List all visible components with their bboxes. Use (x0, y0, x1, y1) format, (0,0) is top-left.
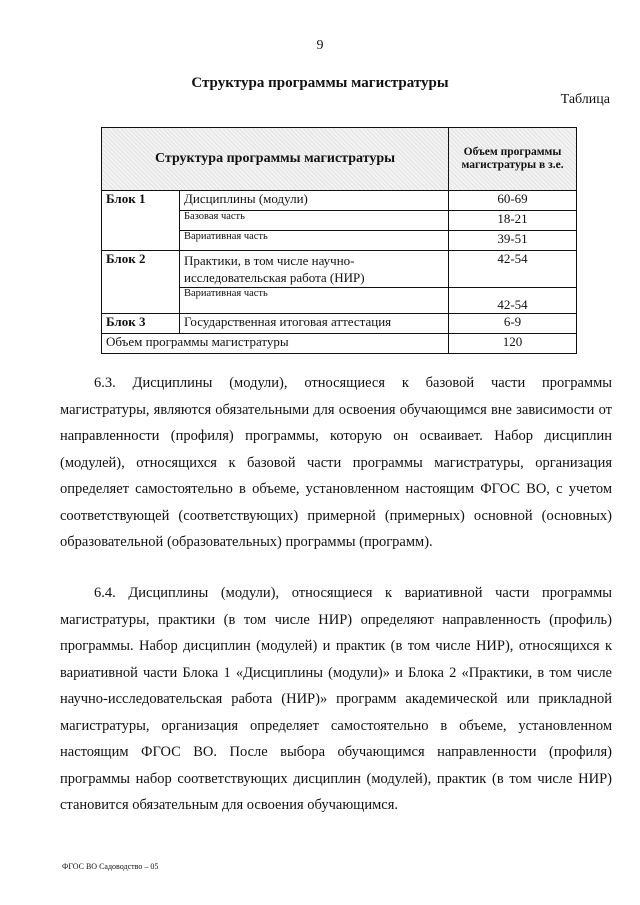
total-label: Объем программы магистратуры (102, 334, 449, 354)
row-volume: 42-54 (449, 288, 577, 314)
row-volume: 6-9 (449, 314, 577, 334)
header-structure: Структура программы магистратуры (102, 128, 449, 191)
total-value: 120 (449, 334, 577, 354)
row-name: Вариативная часть (180, 288, 449, 314)
block-label: Блок 1 (102, 191, 180, 251)
block-label: Блок 2 (102, 251, 180, 314)
block-label: Блок 3 (102, 314, 180, 334)
table-header-row (102, 128, 577, 191)
table-row (102, 191, 577, 211)
page-title: Структура программы магистратуры (191, 75, 449, 91)
header-volume: Объем программы магистратуры в з.е. (449, 128, 577, 191)
footer-note: ФГОС ВО Садоводство – 05 (62, 862, 159, 871)
table-row (102, 251, 577, 288)
table-row (102, 314, 577, 334)
row-volume: 42-54 (449, 251, 577, 288)
row-name: Дисциплины (модули) (180, 191, 449, 211)
row-volume: 39-51 (449, 231, 577, 251)
row-name: Практики, в том числе научно-исследовательская работа (НИР) (180, 251, 449, 288)
row-volume: 18-21 (449, 211, 577, 231)
row-name: Базовая часть (180, 211, 449, 231)
table-label: Таблица (560, 92, 610, 107)
paragraph-6-4: 6.4. Дисциплины (модули), относящиеся к вариативной части программы магистратуры, практики (в том числе НИР) определяют направленность (профиль) программы. Набор дисциплин (модулей) и практик (в том числе НИР), относящихся к вариативной части Блока 1 «Дисциплины (модули)» и Блока 2 «Практики, в том числе научно-исследовательская работа (НИР)» программ академической или прикладной магистратуры, организация определяет самостоятельно в объеме, установленном настоящим ФГОС ВО. После выбора обучающимся направленности (профиля) программы набор соответствующих дисциплин (модулей), практик (в том числе НИР) становится обязательным для освоения обучающимся. (60, 585, 612, 813)
row-volume: 60-69 (449, 191, 577, 211)
program-structure-table (101, 127, 577, 354)
row-name: Государственная итоговая аттестация (180, 314, 449, 334)
page-number: 9 (316, 38, 324, 53)
paragraph-6-3: 6.3. Дисциплины (модули), относящиеся к базовой части программы магистратуры, являются обязательными для освоения обучающимся вне зависимости от направленности (профиля) программы, которую он осваивает. Набор дисциплин (модулей), относящихся к базовой части программы магистратуры, организация определяет самостоятельно в объеме, установленном настоящим ФГОС ВО, с учетом соответствующей (соответствующих) примерной (примерных) основной (основных) образовательной (образовательных) программы (программ). (60, 375, 612, 550)
table-total-row (102, 334, 577, 354)
row-name: Вариативная часть (180, 231, 449, 251)
